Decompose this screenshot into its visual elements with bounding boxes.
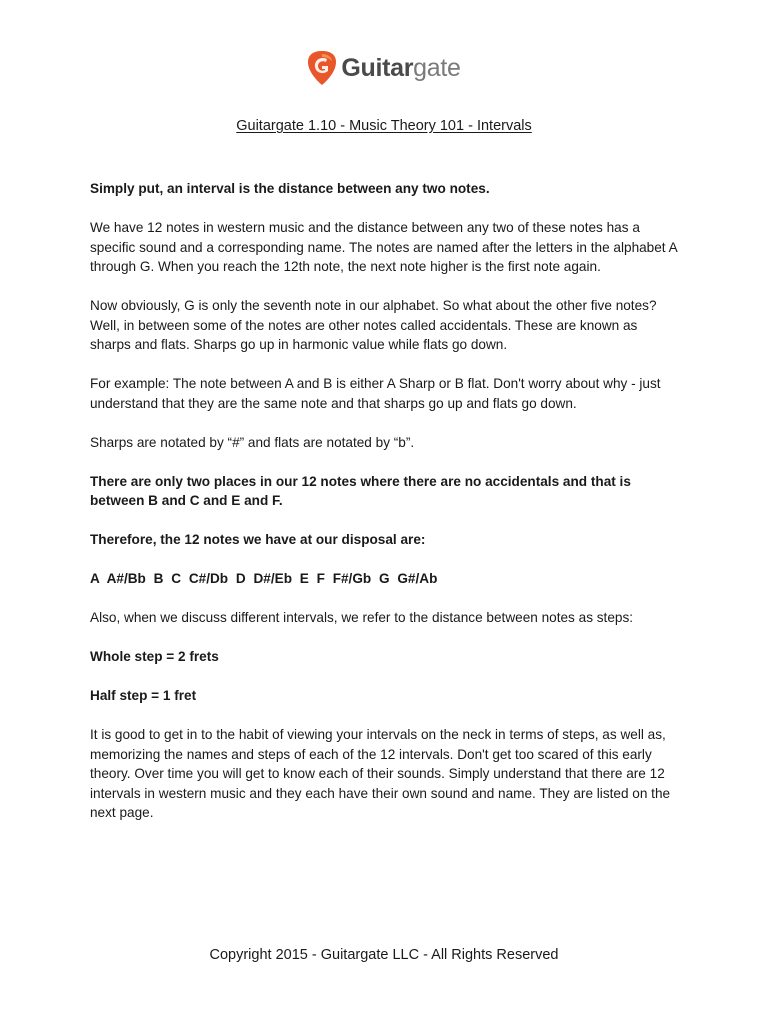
whole-step-definition: Whole step = 2 frets [90, 649, 219, 664]
guitar-pick-icon [307, 50, 337, 86]
document-body [90, 179, 680, 842]
notes-list: A A#/Bb B C C#/Db D D#/Eb E F F#/Gb G G#/Ab [90, 571, 438, 586]
paragraph-definition: Simply put, an interval is the distance between any two notes. [90, 181, 490, 196]
copyright-footer: Copyright 2015 - Guitargate LLC - All Rights Reserved [209, 947, 559, 963]
half-step-definition: Half step = 1 fret [90, 688, 197, 703]
paragraph-steps: Also, when we discuss different intervals, we refer to the distance between notes as steps: [90, 610, 634, 625]
logo-brand-light: gate [413, 53, 461, 82]
logo-brand-strong: Guitar [341, 53, 414, 82]
guitargate-logo [0, 50, 768, 86]
paragraph-twelve-notes: We have 12 notes in western music and the distance between any two of these notes has a specific sound and a corresponding name. The notes are named after the letters in the alphabet A through G. When you reach the 12th note, the next note higher is the first note again. [90, 220, 677, 274]
paragraph-example: For example: The note between A and B is either A Sharp or B flat. Don't worry about why - just understand that they are the same note and that sharps go up and flats go down. [90, 376, 661, 411]
paragraph-disposal: Therefore, the 12 notes we have at our disposal are: [90, 532, 426, 547]
logo-wordmark [341, 54, 460, 83]
paragraph-notation: Sharps are notated by “#” and flats are notated by “b”. [90, 434, 415, 450]
document-title: Guitargate 1.10 - Music Theory 101 - Intervals [236, 118, 532, 134]
paragraph-accidentals: Now obviously, G is only the seventh note in our alphabet. So what about the other five notes? Well, in between some of the notes are other notes called accidentals. These are known as sharps and flats. Sharps go up in harmonic value while flats go down. [90, 298, 657, 352]
paragraph-habit: It is good to get in to the habit of viewing your intervals on the neck in terms of steps, as well as, memorizing the names and steps of each of the 12 intervals. Don't get too scared of this early theory. Over time you will get to know each of their sounds. Simply understand that there are 12 intervals in western music and they each have their own sound and name. They are listed on the next page. [90, 727, 671, 820]
paragraph-no-accidentals: There are only two places in our 12 notes where there are no accidentals and that is between B and C and E and F. [90, 473, 631, 508]
